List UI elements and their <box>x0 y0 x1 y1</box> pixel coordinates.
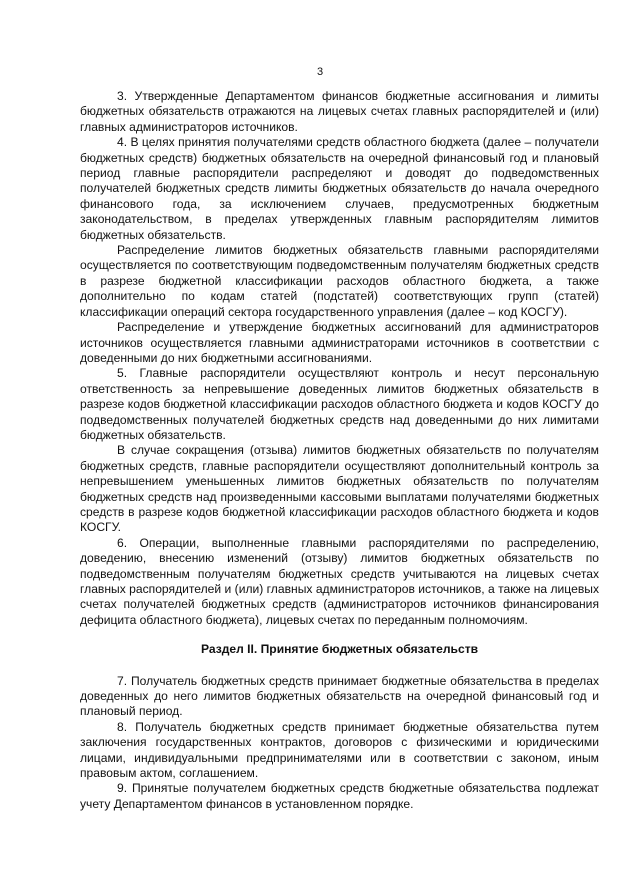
paragraph-5: 5. Главные распорядители осуществляют контроль и несут персональную ответственность за непревышение доведенных лимитов бюджетных обязательств в разрезе кодов бюджетной классификации расходов областного бюджета и кодов КОСГУ до подведомственных получателей бюджетных средств над доведенными до них лимитами бюджетных обязательств. <box>80 366 599 442</box>
paragraph-assignments-distribution: Распределение и утверждение бюджетных ассигнований для администраторов источников осуществляется главными администраторами источников в соответствии с доведенными до них бюджетными ассигнованиями. <box>80 320 599 365</box>
paragraph-3: 3. Утвержденные Департаментом финансов бюджетные ассигнования и лимиты бюджетных обязательств отражаются на лицевых счетах главных распорядителей и (или) главных администраторов источников. <box>80 89 599 134</box>
paragraph-limits-reduction: В случае сокращения (отзыва) лимитов бюджетных обязательств по получателям бюджетных средств, главные распорядители осуществляют дополнительный контроль за непревышением уменьшенных лимитов бюджетных обязательств по получателям бюджетных средств над произведенными кассовыми выплатами получателями бюджетных средств в разрезе кодов бюджетной классификации расходов областного бюджета и кодов КОСГУ. <box>80 443 599 535</box>
paragraph-9: 9. Принятые получателем бюджетных средств бюджетные обязательства подлежат учету Департаментом финансов в установленном порядке. <box>80 781 599 811</box>
page-number: 3 <box>316 66 324 78</box>
paragraph-7: 7. Получатель бюджетных средств принимает бюджетные обязательства в пределах доведенных до него лимитов бюджетных обязательств на очередной финансовый год и плановый период. <box>80 673 599 719</box>
paragraph-8: 8. Получатель бюджетных средств принимает бюджетные обязательства путем заключения государственных контрактов, договоров с физическими и юридическими лицами, индивидуальными предпринимателями или в соответствии с законом, иным правовым актом, соглашением. <box>80 719 599 781</box>
section-heading: Раздел II. Принятие бюджетных обязательств <box>200 642 479 657</box>
paragraph-limits-distribution: Распределение лимитов бюджетных обязательств главными распорядителями осуществляется по соответствующим подведомственным получателям бюджетных средств в разрезе бюджетной классификации расходов областного бюджета, а также дополнительно по кодам статей (подстатей) соответствующих групп (статей) классификации операций сектора государственного управления (далее – код КОСГУ). <box>80 243 599 319</box>
document-body <box>80 89 599 812</box>
paragraph-6: 6. Операции, выполненные главными распорядителями по распределению, доведению, внесению изменений (отзыву) лимитов бюджетных обязательств по подведомственным получателям бюджетных средств учитываются на лицевых счетах главных распорядителей и (или) главных администраторов источников, а также на лицевых счетах получателей бюджетных средств (администраторов источников финансирования дефицита областного бюджета), лицевых счетах по переданным полномочиям. <box>80 535 599 627</box>
paragraph-4: 4. В целях принятия получателями средств областного бюджета (далее – получатели бюджетных средств) бюджетных обязательств на очередной финансовый год и плановый период главные распорядители распределяют и доводят до подведомственных получателей бюджетных средств лимиты бюджетных обязательств до начала очередного финансового года, за исключением случаев, предусмотренных бюджетным законодательством, в пределах утвержденных главным распорядителям лимитов бюджетных обязательств. <box>80 135 599 242</box>
